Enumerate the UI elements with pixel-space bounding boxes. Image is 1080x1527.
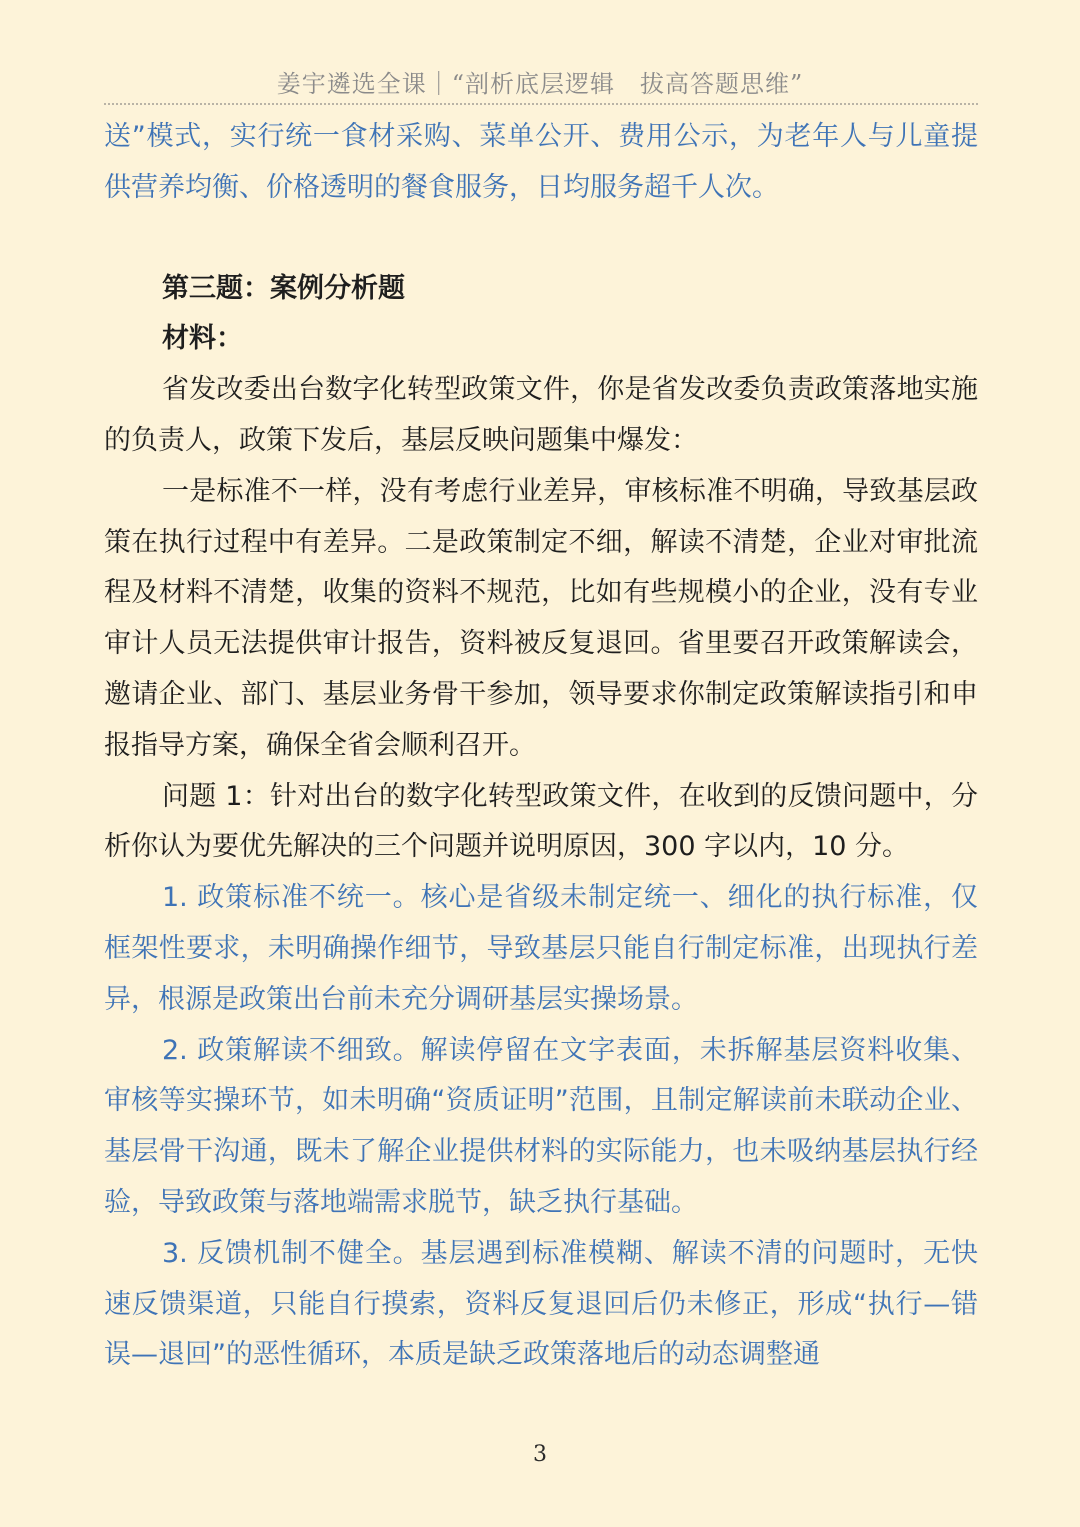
header-divider bbox=[104, 103, 978, 105]
material-paragraph-intro: 省发改委出台数字化转型政策文件，你是省发改委负责政策落地实施的负责人，政策下发后，基层反映问题集中爆发： bbox=[104, 374, 978, 456]
question-paragraph: 问题 1：针对出台的数字化转型政策文件，在收到的反馈问题中，分析你认为要优先解决的三个问题并说明原因，300 字以内，10 分。 bbox=[104, 780, 978, 863]
answer-point-3: 3. 反馈机制不健全。基层遇到标准模糊、解读不清的问题时，无快速反馈渠道，只能自行摸索，资料反复退回后仍未修正，形成“执行—错误—退回”的恶性循环，本质是缺乏政策落地后的动态调整通 bbox=[104, 1237, 978, 1371]
page-number: 3 bbox=[533, 1442, 547, 1467]
page-header: 姜宇遴选全课｜“剖析底层逻辑 拔高答题思维” bbox=[276, 70, 804, 98]
page-content bbox=[104, 112, 978, 1381]
section-spacer bbox=[104, 214, 978, 264]
answer-point-2: 2. 政策解读不细致。解读停留在文字表面，未拆解基层资料收集、审核等实操环节，如未明确“资质证明”范围，且制定解读前未联动企业、基层骨干沟通，既未了解企业提供材料的实际能力，也未吸纳基层执行经验，导致政策与落地端需求脱节，缺乏执行基础。 bbox=[104, 1034, 978, 1218]
material-paragraph-problems: 一是标准不一样，没有考虑行业差异，审核标准不明确，导致基层政策在执行过程中有差异。二是政策制定不细，解读不清楚，企业对审批流程及材料不清楚，收集的资料不规范，比如有些规模小的企业，没有专业审计人员无法提供审计报告，资料被反复退回。省里要召开政策解读会，邀请企业、部门、基层业务骨干参加，领导要求你制定政策解读指引和申报指导方案，确保全省会顺利召开。 bbox=[104, 475, 978, 761]
continued-answer-paragraph: 送”模式，实行统一食材采购、菜单公开、费用公示，为老年人与儿童提供营养均衡、价格透明的餐食服务，日均服务超千人次。 bbox=[104, 121, 978, 203]
answer-point-1: 1. 政策标准不统一。核心是省级未制定统一、细化的执行标准，仅框架性要求，未明确操作细节，导致基层只能自行制定标准，出现执行差异，根源是政策出台前未充分调研基层实操场景。 bbox=[104, 882, 978, 1015]
section-title: 第三题：案例分析题 bbox=[162, 272, 405, 304]
material-label: 材料： bbox=[162, 323, 243, 355]
